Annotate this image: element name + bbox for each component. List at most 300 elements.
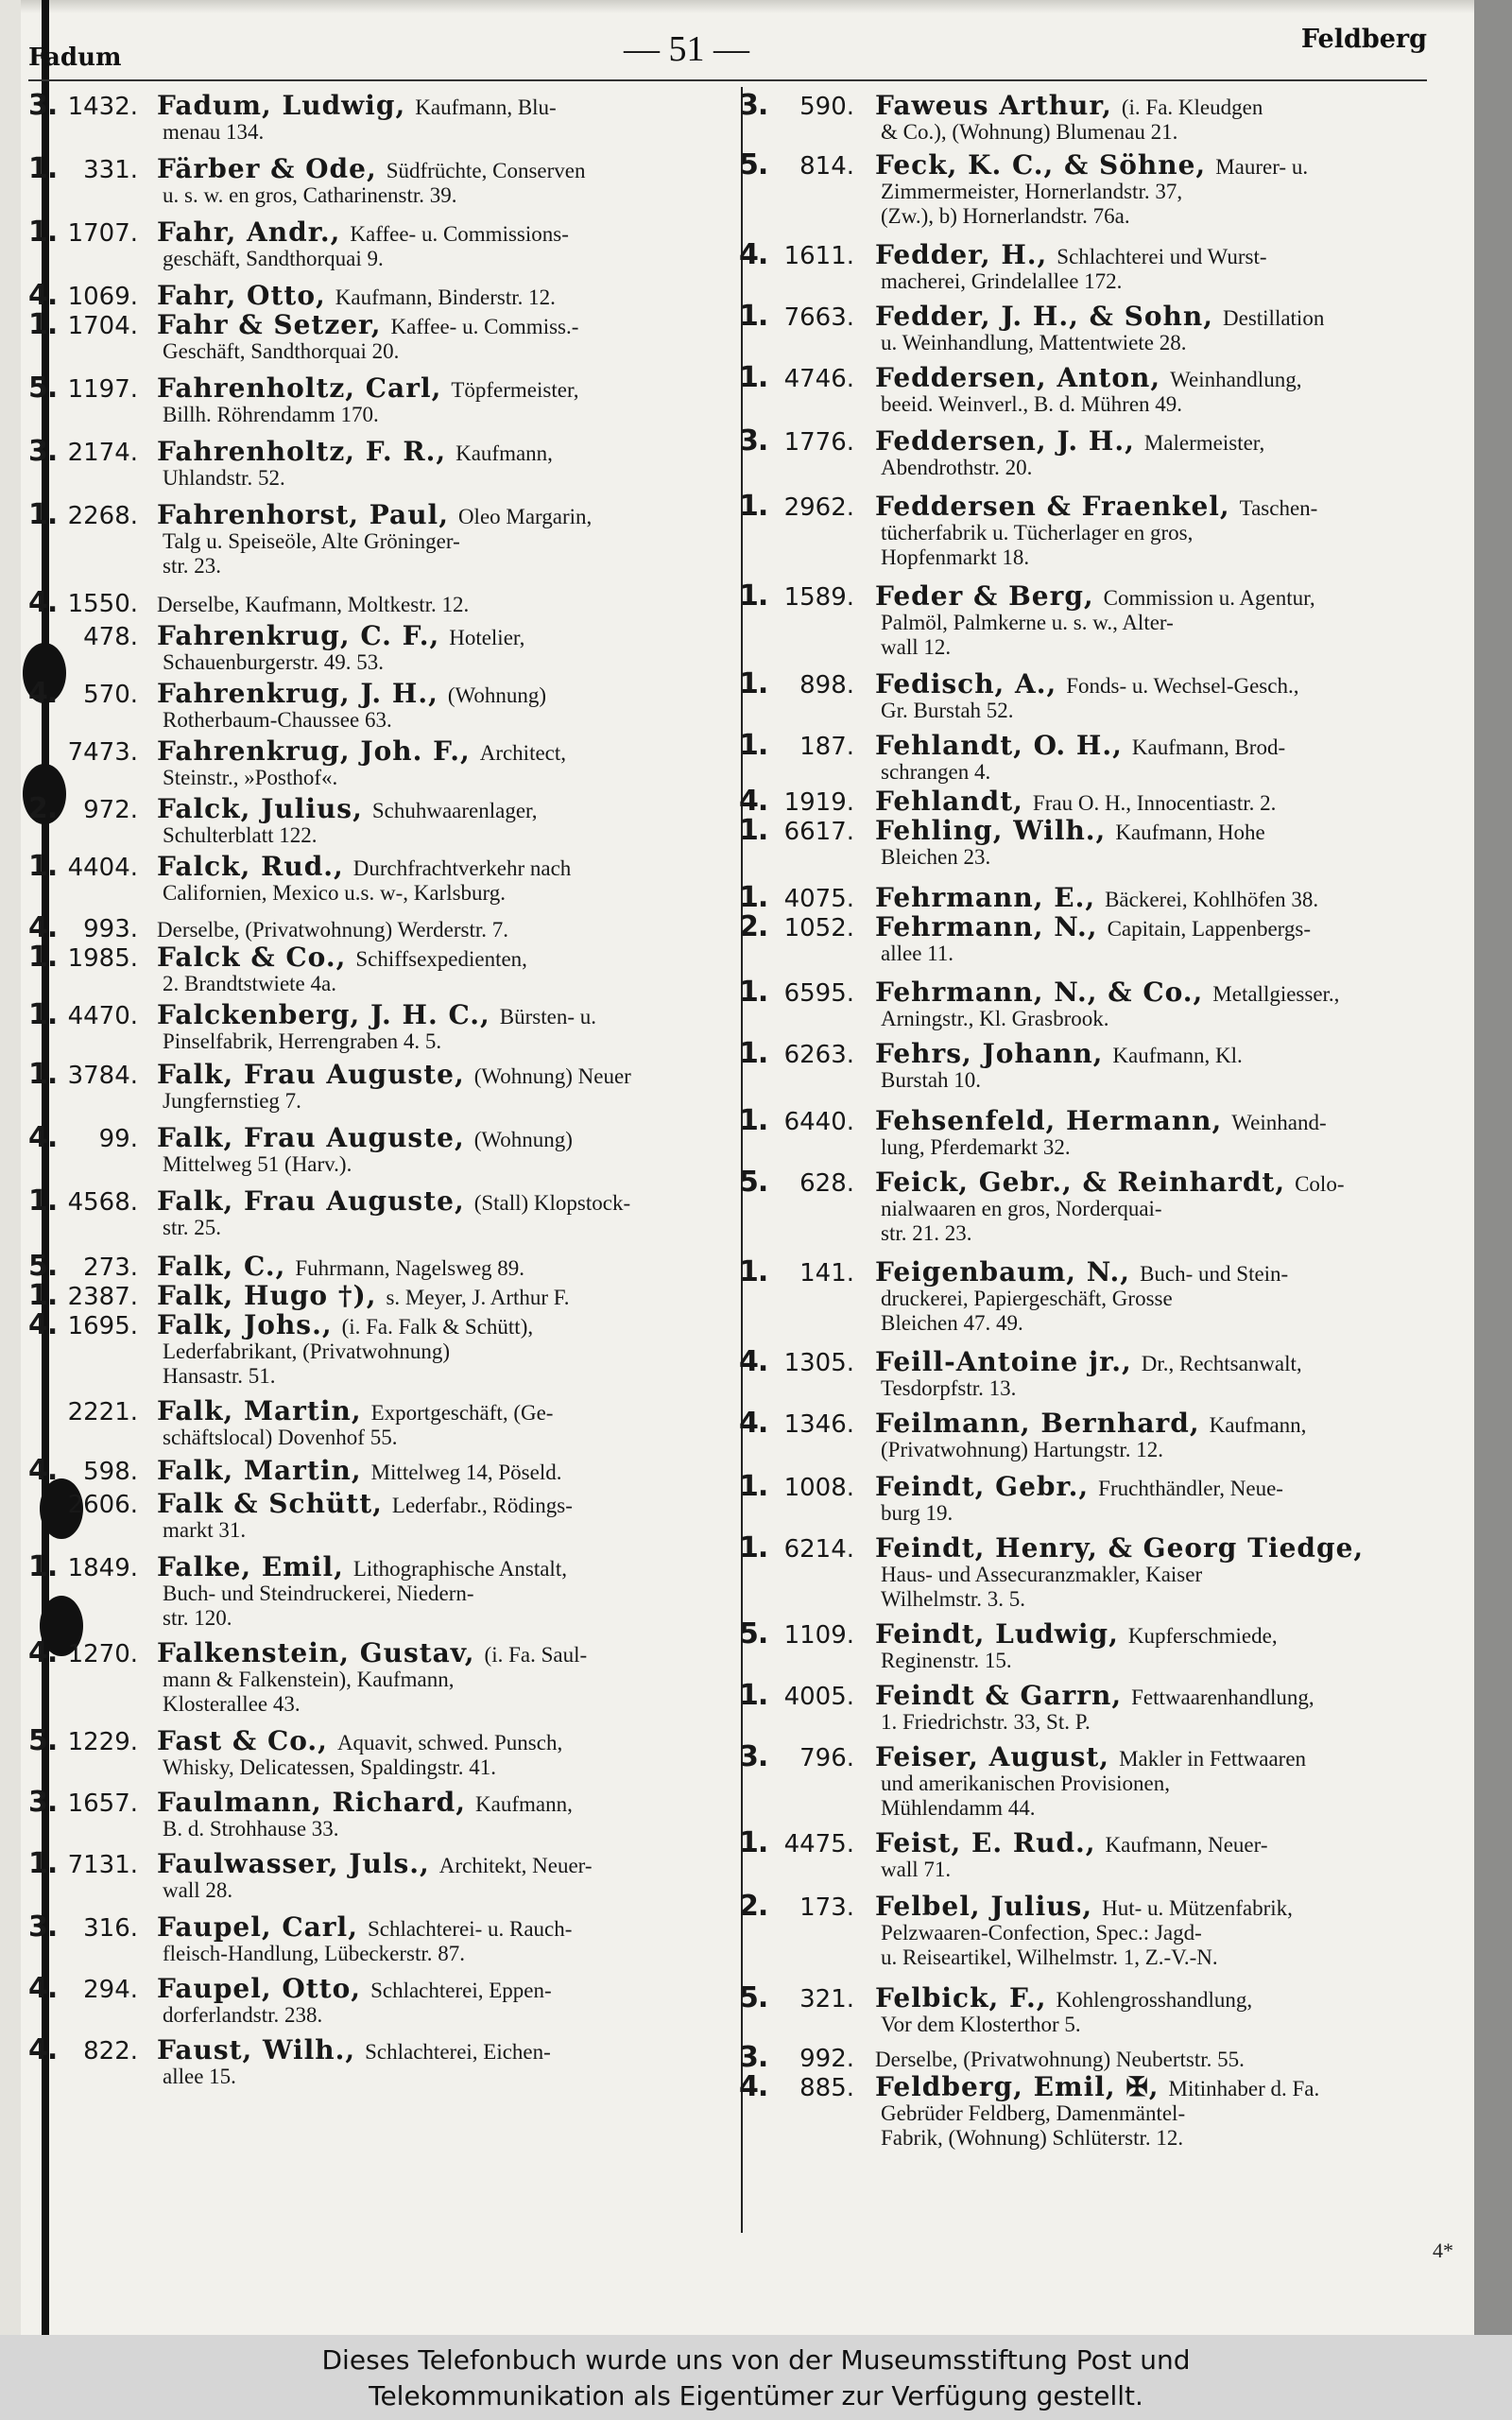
subscriber-name: Fehrs, Johann,: [875, 1038, 1104, 1069]
exchange-number: 1.: [28, 1058, 58, 1091]
exchange-number: 1.: [28, 498, 58, 531]
entry-continuation: schäftslocal) Dovenhof 55.: [163, 1426, 398, 1449]
phone-number: 6617.: [783, 818, 854, 846]
subscriber-name: Feder & Berg,: [875, 580, 1094, 612]
entry-head-line: [28, 998, 765, 1031]
entry-continuation: Schulterblatt 122.: [163, 823, 318, 847]
entry-description: Lederfabr., Rödings-: [391, 1494, 573, 1517]
directory-entry: [28, 308, 765, 364]
directory-entry: [739, 2070, 1476, 2151]
directory-entry: [28, 1121, 765, 1177]
scan-right-margin: [1474, 0, 1512, 2335]
entry-continuation: lung, Pferdemarkt 32.: [881, 1135, 1071, 1159]
phone-number: 1270.: [67, 1640, 138, 1668]
entry-continuation: Steinstr., »Posthof«.: [163, 766, 338, 789]
directory-entry: [28, 1058, 765, 1114]
entry-description: Weinhand-: [1231, 1111, 1327, 1134]
directory-entry: [739, 785, 1476, 818]
entry-continuation: Gebrüder Feldberg, Damenmäntel-: [881, 2101, 1186, 2125]
subscriber-name: Fahrenkrug, Joh. F.,: [157, 735, 471, 767]
exchange-number: 1.: [28, 998, 58, 1031]
exchange-number: 1.: [739, 881, 768, 914]
exchange-number: 4.: [28, 1972, 58, 2005]
entry-head-line: [739, 1679, 1476, 1712]
phone-number: 570.: [83, 681, 138, 709]
subscriber-name: Falk, Johs.,: [157, 1309, 333, 1340]
entry-description: Taschen-: [1239, 496, 1318, 520]
entry-continuation: Reginenstr. 15.: [881, 1649, 1012, 1672]
entry-head-line: [28, 1550, 765, 1583]
directory-entry: [739, 667, 1476, 723]
entry-continuation: Geschäft, Sandthorquai 20.: [163, 339, 400, 363]
phone-number: 1589.: [783, 583, 854, 612]
entry-description: Schlachterei und Wurst-: [1057, 245, 1267, 268]
entry-description: Fonds- u. Wechsel-Gesch.,: [1066, 674, 1299, 698]
entry-description: s. Meyer, J. Arthur F.: [386, 1286, 570, 1309]
entry-head-line: [28, 911, 765, 944]
entry-continuation: und amerikanischen Provisionen,: [881, 1772, 1170, 1795]
directory-entry: [28, 998, 765, 1054]
directory-entry: [28, 1250, 765, 1283]
entry-description: Kaufmann, Hohe: [1115, 821, 1265, 844]
entry-description: Südfrüchte, Conserven: [386, 159, 586, 182]
entry-description: Frau O. H., Innocentiastr. 2.: [1032, 791, 1277, 815]
exchange-number: 5.: [28, 372, 58, 405]
subscriber-name: Feick, Gebr., & Reinhardt,: [875, 1167, 1286, 1198]
entry-description: (i. Fa. Saul-: [484, 1643, 588, 1667]
entry-continuation: Bleichen 47. 49.: [881, 1311, 1023, 1335]
subscriber-name: Feldberg, Emil, ✠,: [875, 2071, 1160, 2102]
subscriber-name: Falk, Frau Auguste,: [157, 1059, 465, 1090]
subscriber-name: Feddersen, J. H.,: [875, 425, 1135, 457]
scan-top-edge: [0, 0, 1512, 13]
entry-head-line: [739, 300, 1476, 333]
entry-head-line: [739, 238, 1476, 271]
entry-continuation: Pinselfabrik, Herrengraben 4. 5.: [163, 1029, 442, 1053]
entry-description: (Wohnung): [473, 1128, 573, 1151]
entry-description: Weinhandlung,: [1170, 368, 1302, 391]
exchange-number: 1.: [28, 216, 58, 249]
exchange-number: 1.: [739, 300, 768, 333]
entry-description: Mittelweg 14, Pöseld.: [370, 1461, 562, 1484]
directory-entry: [739, 1826, 1476, 1882]
entry-head-line: [739, 814, 1476, 847]
phone-number: 1229.: [67, 1728, 138, 1756]
exchange-number: 5.: [739, 1981, 768, 2014]
entry-head-line: [739, 1826, 1476, 1859]
exchange-number: 1.: [739, 1037, 768, 1070]
phone-number: 814.: [799, 152, 854, 181]
phone-number: 1550.: [67, 590, 138, 618]
phone-number: 1707.: [67, 219, 138, 248]
directory-entry: [28, 941, 765, 996]
exchange-number: 4.: [739, 785, 768, 818]
exchange-number: 4.: [28, 677, 58, 710]
subscriber-name: Feist, E. Rud.,: [875, 1827, 1096, 1858]
subscriber-name: Feiser, August,: [875, 1741, 1110, 1772]
entry-head-line: [739, 1104, 1476, 1137]
subscriber-name: Falk, Hugo †),: [157, 1280, 377, 1311]
entry-continuation: u. Weinhandlung, Mattentwiete 28.: [881, 331, 1187, 354]
phone-number: 992.: [799, 2045, 854, 2073]
exchange-number: 1.: [28, 1279, 58, 1312]
phone-number: 2606.: [67, 1491, 138, 1519]
entry-continuation: Vor dem Klosterthor 5.: [881, 2013, 1081, 2036]
exchange-number: 2.: [28, 792, 58, 825]
entry-continuation: Jungfernstieg 7.: [163, 1089, 301, 1113]
subscriber-name: Falkenstein, Gustav,: [157, 1637, 475, 1668]
entry-description: Buch- und Stein-: [1140, 1262, 1289, 1286]
directory-entry: [28, 586, 765, 619]
directory-entry: [28, 152, 765, 208]
directory-entry: [28, 1786, 765, 1841]
entry-head-line: [739, 1166, 1476, 1199]
subscriber-name: Falck & Co.,: [157, 942, 347, 973]
phone-number: 6440.: [783, 1108, 854, 1136]
exchange-number: 1.: [739, 729, 768, 762]
phone-number: 1695.: [67, 1312, 138, 1340]
exchange-number: 1.: [739, 1826, 768, 1859]
entry-continuation: Gr. Burstah 52.: [881, 699, 1014, 722]
footer-line-1: Dieses Telefonbuch wurde uns von der Museumsstiftung Post und: [321, 2344, 1191, 2376]
exchange-number: 1.: [28, 1184, 58, 1218]
subscriber-name: Feddersen & Fraenkel,: [875, 491, 1230, 522]
directory-entry: [739, 1166, 1476, 1246]
entry-head-line: [28, 735, 765, 767]
phone-number: 1432.: [67, 93, 138, 121]
entry-continuation: Bleichen 23.: [881, 845, 991, 869]
entry-description: Commission u. Agentur,: [1103, 586, 1315, 610]
exchange-number: 1.: [739, 1531, 768, 1564]
entry-continuation: str. 25.: [163, 1216, 221, 1239]
entry-continuation: wall 12.: [881, 635, 952, 659]
entry-head-line: [28, 1308, 765, 1341]
subscriber-name: Falk & Schütt,: [157, 1488, 383, 1519]
left-column: [28, 89, 765, 2099]
phone-number: 294.: [83, 1976, 138, 2004]
phone-number: 478.: [83, 623, 138, 651]
exchange-number: 5.: [739, 148, 768, 182]
entry-continuation: (Privatwohnung) Hartungstr. 12.: [881, 1438, 1163, 1461]
entry-description: Kaufmann, Neuer-: [1105, 1833, 1268, 1857]
phone-number: 3784.: [67, 1062, 138, 1090]
phone-number: 187.: [799, 733, 854, 761]
directory-entry: [28, 498, 765, 579]
entry-continuation: allee 15.: [163, 2065, 236, 2088]
phone-number: 2221.: [67, 1398, 138, 1426]
directory-entry: [739, 1255, 1476, 1336]
entry-head-line: [28, 1184, 765, 1218]
directory-entry: [739, 424, 1476, 480]
entry-description: Oleo Margarin,: [457, 505, 593, 528]
subscriber-name: Fahrenholtz, F. R.,: [157, 436, 447, 467]
entry-head-line: [28, 89, 765, 122]
entry-head-line: [28, 1454, 765, 1487]
subscriber-name: Falk, Martin,: [157, 1455, 362, 1486]
entry-continuation: Billh. Röhrendamm 170.: [163, 403, 379, 426]
entry-continuation: dorferlandstr. 238.: [163, 2003, 323, 2027]
directory-entry: [739, 1740, 1476, 1821]
entry-head-line: [739, 667, 1476, 700]
subscriber-name: Felbick, F.,: [875, 1982, 1047, 2014]
exchange-number: 1.: [739, 976, 768, 1009]
subscriber-name: Feill-Antoine jr.,: [875, 1346, 1132, 1377]
subscriber-name: Fahrenkrug, C. F.,: [157, 620, 440, 651]
exchange-number: 4.: [739, 2070, 768, 2103]
phone-number: 321.: [799, 1985, 854, 2014]
entry-head-line: [739, 424, 1476, 458]
directory-entry: [739, 361, 1476, 417]
entry-description: Fuhrmann, Nagelsweg 89.: [295, 1256, 525, 1280]
phone-number: 1985.: [67, 944, 138, 973]
entry-continuation: burg 19.: [881, 1501, 954, 1525]
exchange-number: 1.: [28, 1550, 58, 1583]
directory-entry: [739, 89, 1476, 145]
entry-description: Kaufmann,: [475, 1792, 573, 1816]
entry-head-line: [28, 586, 765, 619]
entry-description: Maurer- u.: [1215, 155, 1309, 179]
directory-entry: [739, 148, 1476, 229]
subscriber-name: Feck, K. C., & Söhne,: [875, 149, 1207, 181]
entry-continuation: Mittelweg 51 (Harv.).: [163, 1152, 352, 1176]
entry-head-line: [28, 308, 765, 341]
subscriber-name: Feindt & Garrn,: [875, 1680, 1123, 1711]
entry-description: (Wohnung): [447, 683, 547, 707]
phone-number: 141.: [799, 1259, 854, 1288]
exchange-number: 4.: [739, 238, 768, 271]
exchange-number: 4.: [28, 1636, 58, 1669]
subscriber-name: Faulmann, Richard,: [157, 1787, 466, 1818]
entry-description: Derselbe, (Privatwohnung) Werderstr. 7.: [157, 918, 509, 942]
directory-entry: [28, 279, 765, 312]
entry-head-line: [28, 941, 765, 974]
phone-number: 2268.: [67, 502, 138, 530]
directory-entry: [28, 1184, 765, 1240]
footer-line-2: Telekommunikation als Eigentümer zur Verfügung gestellt.: [369, 2380, 1143, 2411]
exchange-number: 5.: [739, 1166, 768, 1199]
exchange-number: 3.: [739, 1740, 768, 1773]
directory-entry: [739, 1407, 1476, 1462]
entry-continuation: geschäft, Sandthorquai 9.: [163, 247, 384, 270]
entry-continuation: Mühlendamm 44.: [881, 1796, 1036, 1820]
entry-description: Dr., Rechtsanwalt,: [1141, 1352, 1302, 1375]
page-number: — 51 —: [624, 29, 749, 69]
directory-entry: [739, 1037, 1476, 1093]
entry-head-line: [28, 1910, 765, 1944]
directory-entry: [28, 620, 765, 675]
entry-continuation: Wilhelmstr. 3. 5.: [881, 1587, 1026, 1611]
exchange-number: 1.: [739, 1255, 768, 1288]
subscriber-name: Faust, Wilh.,: [157, 2034, 356, 2066]
entry-description: Mitinhaber d. Fa.: [1168, 2077, 1320, 2100]
entry-head-line: [28, 1972, 765, 2005]
exchange-number: 1.: [739, 490, 768, 523]
subscriber-name: Fehrmann, N., & Co.,: [875, 977, 1204, 1008]
entry-continuation: Lederfabrikant, (Privatwohnung): [163, 1340, 451, 1363]
exchange-number: 4.: [739, 1345, 768, 1378]
entry-head-line: [739, 1470, 1476, 1503]
subscriber-name: Fehling, Wilh.,: [875, 815, 1107, 846]
entry-continuation: Rotherbaum-Chaussee 63.: [163, 708, 392, 732]
entry-head-line: [739, 1981, 1476, 2014]
entry-continuation: Californien, Mexico u.s. w-, Karlsburg.: [163, 881, 507, 905]
exchange-number: 1.: [739, 579, 768, 613]
entry-continuation: Fabrik, (Wohnung) Schlüterstr. 12.: [881, 2126, 1184, 2150]
phone-number: 590.: [799, 93, 854, 121]
page-header: [28, 21, 1427, 74]
subscriber-name: Fedder, J. H., & Sohn,: [875, 301, 1213, 332]
subscriber-name: Falckenberg, J. H. C.,: [157, 999, 490, 1030]
entry-head-line: [28, 1636, 765, 1669]
entry-head-line: [739, 1037, 1476, 1070]
directory-entry: [28, 1454, 765, 1487]
subscriber-name: Feindt, Henry, & Georg Tiedge,: [875, 1532, 1365, 1564]
exchange-number: 1.: [739, 1679, 768, 1712]
exchange-number: 1.: [28, 850, 58, 883]
exchange-number: 5.: [28, 1724, 58, 1757]
phone-number: 173.: [799, 1893, 854, 1922]
subscriber-name: Fahrenholtz, Carl,: [157, 372, 442, 404]
phone-number: 1069.: [67, 283, 138, 311]
entry-head-line: [739, 579, 1476, 613]
subscriber-name: Falck, Rud.,: [157, 851, 344, 882]
directory-entry: [739, 976, 1476, 1031]
entry-continuation: 1. Friedrichstr. 33, St. P.: [881, 1710, 1091, 1734]
exchange-number: 1.: [28, 152, 58, 185]
entry-head-line: [28, 1121, 765, 1154]
entry-head-line: [28, 498, 765, 531]
directory-entry: [739, 1679, 1476, 1735]
entry-head-line: [739, 1617, 1476, 1651]
subscriber-name: Fehlandt, O. H.,: [875, 730, 1123, 761]
phone-number: 1197.: [67, 375, 138, 404]
phone-number: 598.: [83, 1458, 138, 1486]
entry-description: Kaufmann, Binderstr. 12.: [335, 285, 556, 309]
phone-number: 2387.: [67, 1283, 138, 1311]
exchange-number: 4.: [28, 1454, 58, 1487]
entry-description: Colo-: [1295, 1172, 1345, 1196]
exchange-number: 2.: [739, 910, 768, 943]
entry-head-line: [28, 152, 765, 185]
entry-head-line: [739, 1255, 1476, 1288]
entry-continuation: macherei, Grindelallee 172.: [881, 269, 1123, 293]
exchange-number: 5.: [28, 1250, 58, 1283]
phone-number: 6263.: [783, 1041, 854, 1069]
entry-description: Kaffee- u. Commissions-: [350, 222, 569, 246]
phone-number: 4005.: [783, 1683, 854, 1711]
entry-continuation: beeid. Weinverl., B. d. Mühren 49.: [881, 392, 1183, 416]
phone-number: 885.: [799, 2074, 854, 2102]
entry-continuation: u. s. w. en gros, Catharinenstr. 39.: [163, 183, 457, 207]
exchange-number: 1.: [28, 1847, 58, 1880]
subscriber-name: Faupel, Carl,: [157, 1911, 358, 1943]
entry-description: Kaffee- u. Commiss.-: [390, 315, 579, 338]
entry-head-line: [28, 1279, 765, 1312]
phone-number: 7663.: [783, 303, 854, 332]
entry-continuation: Buch- und Steindruckerei, Niedern-: [163, 1582, 474, 1605]
subscriber-name: Feindt, Gebr.,: [875, 1471, 1090, 1502]
phone-number: 1052.: [783, 914, 854, 942]
entry-description: Schlachterei, Eppen-: [370, 1979, 552, 2002]
directory-entry: [28, 1847, 765, 1903]
entry-head-line: [739, 1890, 1476, 1923]
entry-continuation: B. d. Strohhause 33.: [163, 1817, 339, 1841]
entry-description: Metallgiesser.,: [1212, 982, 1340, 1006]
subscriber-name: Fehrmann, N.,: [875, 911, 1098, 942]
entry-head-line: [28, 1488, 765, 1519]
subscriber-name: Feigenbaum, N.,: [875, 1256, 1131, 1288]
exchange-number: 1.: [739, 1470, 768, 1503]
directory-entry: [739, 881, 1476, 914]
directory-entry: [28, 2033, 765, 2089]
subscriber-name: Faulwasser, Juls.,: [157, 1848, 430, 1879]
subscriber-name: Fehlandt,: [875, 786, 1023, 817]
subscriber-name: Falk, Martin,: [157, 1395, 362, 1426]
header-last-name: Feldberg: [1300, 25, 1427, 54]
entry-head-line: [739, 1531, 1476, 1564]
phone-number: 1657.: [67, 1789, 138, 1818]
entry-description: Destillation: [1223, 306, 1325, 330]
entry-head-line: [739, 729, 1476, 762]
exchange-number: 2.: [739, 1890, 768, 1923]
entry-continuation: Whisky, Delicatessen, Spaldingstr. 41.: [163, 1755, 497, 1779]
exchange-number: 4.: [28, 911, 58, 944]
entry-continuation: fleisch-Handlung, Lübeckerstr. 87.: [163, 1942, 465, 1965]
subscriber-name: Faweus Arthur,: [875, 90, 1112, 121]
phone-number: 6595.: [783, 979, 854, 1008]
directory-entry: [28, 435, 765, 491]
entry-description: Fettwaarenhandlung,: [1131, 1685, 1314, 1709]
entry-continuation: Pelzwaaren-Confection, Spec.: Jagd-: [881, 1921, 1202, 1945]
entry-description: Aquavit, schwed. Punsch,: [336, 1731, 563, 1754]
exchange-number: 3.: [28, 1910, 58, 1944]
phone-number: 628.: [799, 1169, 854, 1198]
directory-entry: [739, 300, 1476, 355]
entry-continuation: Hansastr. 51.: [163, 1364, 276, 1388]
entry-continuation: Klosterallee 43.: [163, 1692, 301, 1716]
entry-continuation: str. 21. 23.: [881, 1221, 972, 1245]
subscriber-name: Falk, Frau Auguste,: [157, 1122, 465, 1153]
entry-continuation: mann & Falkenstein), Kaufmann,: [163, 1668, 455, 1691]
entry-continuation: wall 28.: [163, 1878, 233, 1902]
entry-description: Fruchthändler, Neue-: [1098, 1477, 1283, 1500]
entry-description: Kaufmann, Brod-: [1131, 735, 1286, 759]
directory-entry: [28, 1488, 765, 1543]
entry-continuation: Uhlandstr. 52.: [163, 466, 285, 490]
entry-continuation: Burstah 10.: [881, 1068, 982, 1092]
subscriber-name: Faupel, Otto,: [157, 1973, 362, 2004]
phone-number: 6214.: [783, 1535, 854, 1564]
phone-number: 2174.: [67, 439, 138, 467]
entry-head-line: [28, 1786, 765, 1819]
entry-head-line: [28, 1250, 765, 1283]
phone-number: 972.: [83, 796, 138, 824]
signature-mark: 4*: [1433, 2238, 1453, 2262]
subscriber-name: Fahr & Setzer,: [157, 309, 382, 340]
directory-entry: [28, 1972, 765, 2028]
entry-head-line: [739, 1407, 1476, 1440]
phone-number: 898.: [799, 671, 854, 700]
phone-number: 331.: [83, 156, 138, 184]
exchange-number: 3.: [739, 2041, 768, 2074]
exchange-number: 1.: [739, 1104, 768, 1137]
header-first-name: Fadum: [28, 43, 122, 72]
directory-entry: [28, 216, 765, 271]
subscriber-name: Felbel, Julius,: [875, 1891, 1093, 1922]
phone-number: 796.: [799, 1744, 854, 1772]
entry-head-line: [739, 976, 1476, 1009]
exchange-number: 4.: [28, 1308, 58, 1341]
